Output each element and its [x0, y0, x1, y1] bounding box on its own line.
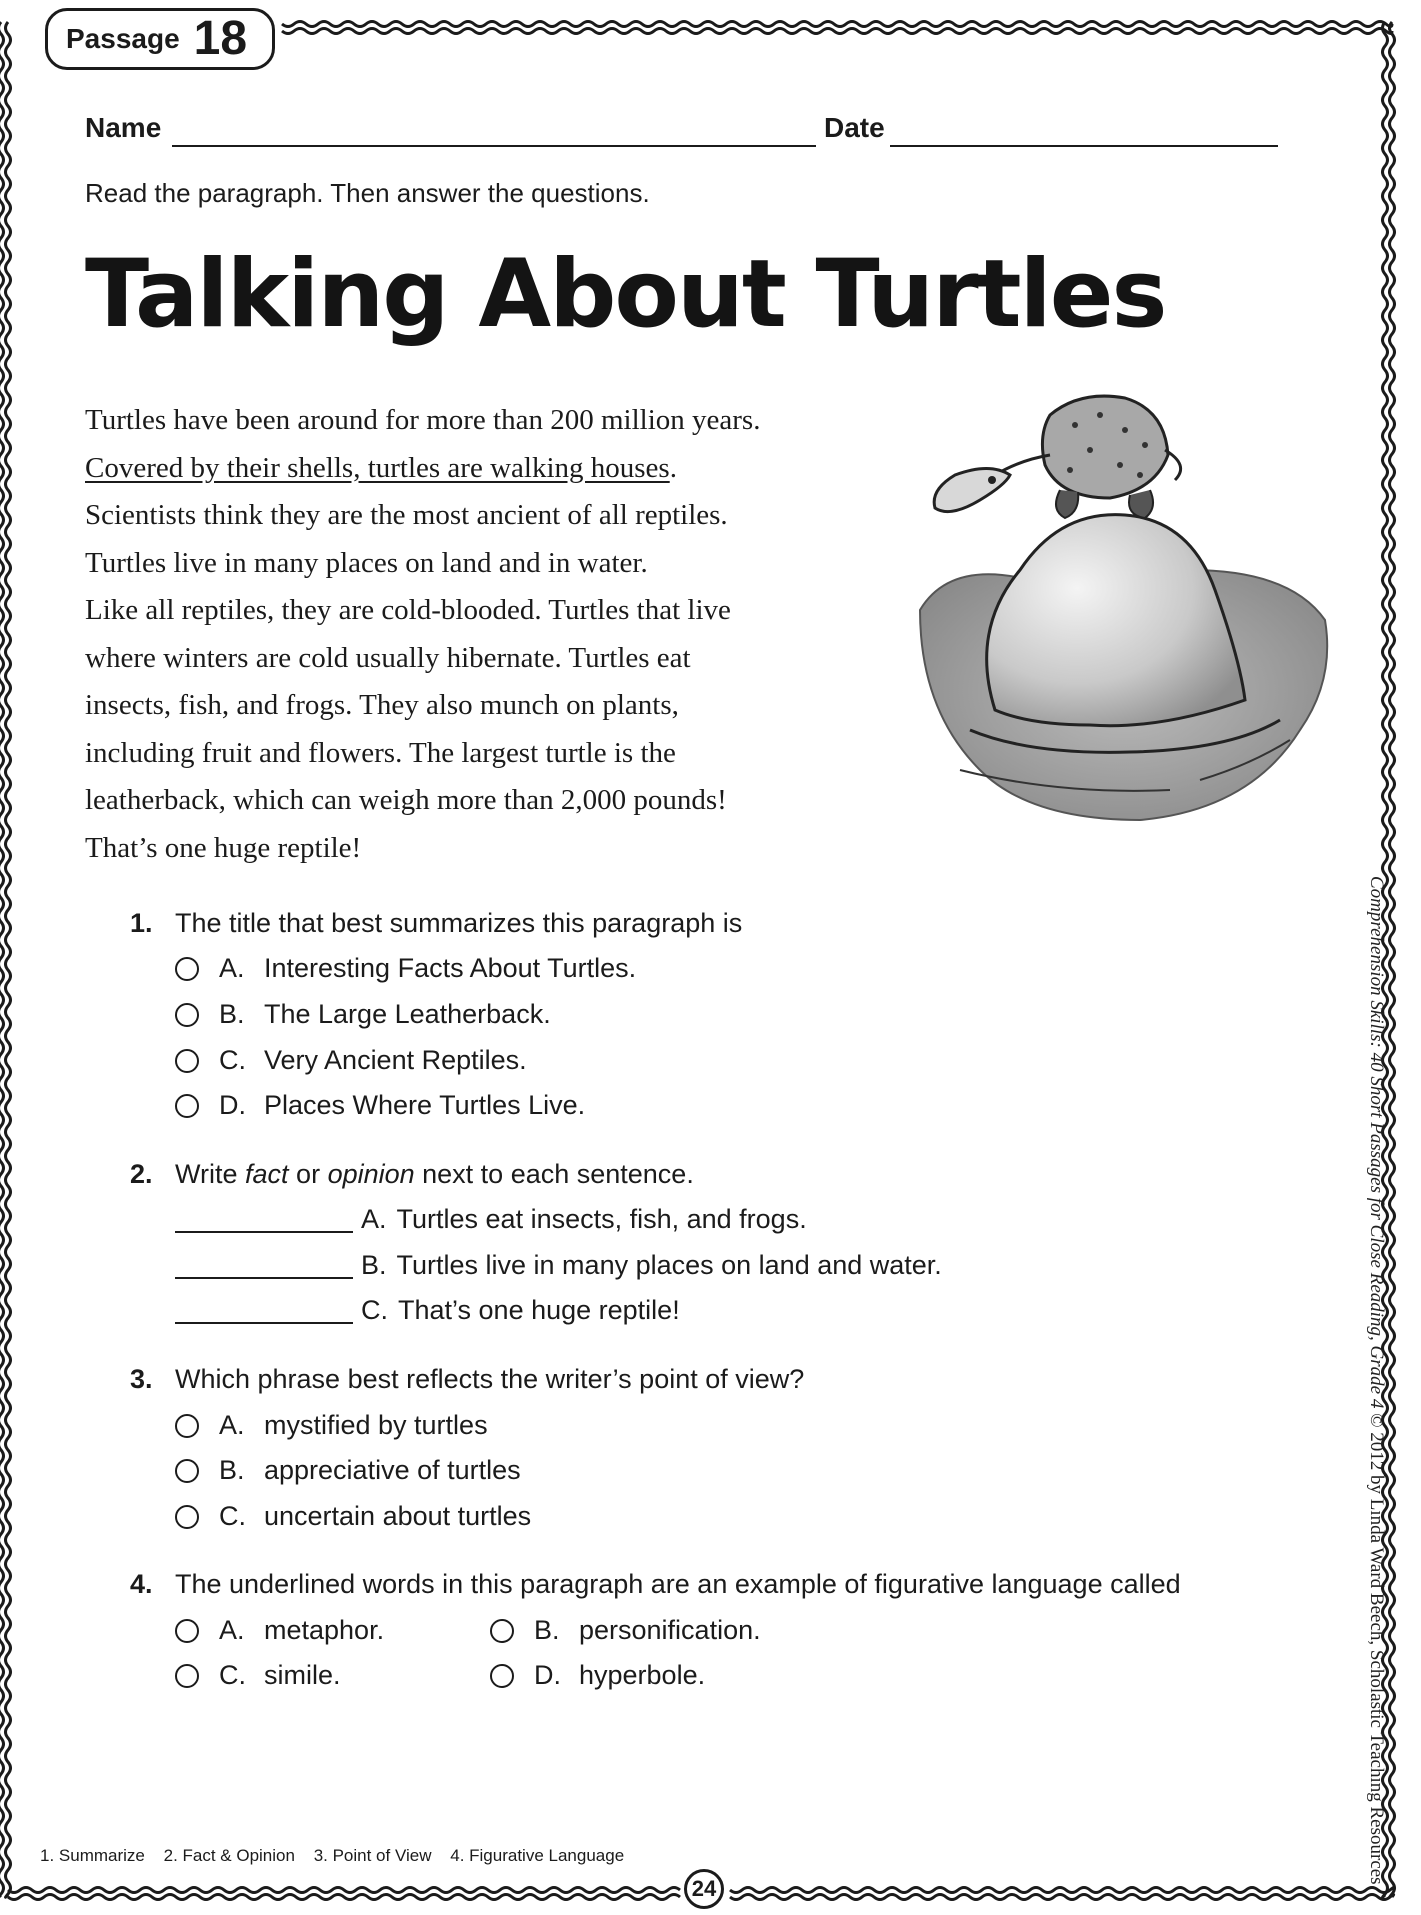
name-field[interactable] [172, 145, 816, 147]
question-1-text: The title that best summarizes this paragraph is [175, 908, 743, 938]
question-text-part: Write [175, 1159, 246, 1189]
radio-circle-icon[interactable] [175, 1049, 199, 1073]
q3-option-a[interactable] [175, 1410, 488, 1441]
question-number: 1. [130, 908, 153, 938]
item-letter: C. [361, 1295, 388, 1325]
skill-label: 3. Point of View [313, 1846, 432, 1865]
option-text: Very Ancient Reptiles. [264, 1045, 527, 1075]
radio-circle-icon[interactable] [175, 1505, 199, 1529]
q4-option-a[interactable] [175, 1615, 384, 1646]
radio-circle-icon[interactable] [175, 1003, 199, 1027]
border-wave [730, 1895, 1394, 1900]
question-number: 2. [130, 1159, 153, 1189]
option-text: mystified by turtles [264, 1410, 488, 1440]
passage-line: including fruit and flowers. The largest turtle is the [85, 736, 676, 769]
option-letter: B. [534, 1615, 560, 1645]
border-wave [282, 22, 1392, 27]
credit-book-title: Comprehension Skills: 40 Short Passages for Close Reading, Grade 4 [1366, 876, 1387, 1409]
item-letter: B. [361, 1250, 387, 1280]
answer-blank[interactable] [175, 1298, 353, 1324]
date-label: Date [824, 112, 885, 143]
border-wave [1390, 22, 1395, 1897]
passage-line: leatherback, which can weigh more than 2,000 pounds! [85, 784, 727, 816]
option-text: appreciative of turtles [264, 1455, 521, 1485]
option-letter: B. [219, 1455, 245, 1485]
radio-circle-icon[interactable] [175, 1619, 199, 1643]
q2-item-a [175, 1204, 807, 1235]
q4-option-d[interactable] [490, 1660, 705, 1691]
radio-circle-icon[interactable] [175, 1664, 199, 1688]
q3-option-b[interactable] [175, 1455, 521, 1486]
passage-tab [45, 8, 275, 70]
option-text: personification. [579, 1615, 761, 1645]
passage-number: 18 [193, 12, 248, 65]
question-text-part: next to each sentence. [414, 1159, 694, 1189]
copyright-credit [1365, 876, 1387, 1885]
question-text-part: or [288, 1159, 328, 1189]
passage-line: Scientists think they are the most ancient of all reptiles. [85, 499, 728, 531]
option-text: metaphor. [264, 1615, 385, 1645]
passage-punctuation: . [669, 451, 677, 484]
option-letter: C. [219, 1501, 246, 1531]
border-wave [8, 1888, 680, 1893]
border-wave [8, 1895, 680, 1900]
question-2-text [175, 1159, 694, 1190]
q2-item-b [175, 1250, 942, 1281]
border-wave [282, 29, 1392, 34]
question-number: 4. [130, 1569, 153, 1599]
option-letter: C. [219, 1045, 246, 1075]
question-number: 3. [130, 1364, 153, 1394]
q4-option-c[interactable] [175, 1660, 341, 1691]
question-italic-opinion: opinion [327, 1159, 415, 1189]
reading-passage [85, 397, 875, 872]
passage-label: Passage [66, 23, 180, 54]
passage-line: where winters are cold usually hibernate. Turtles eat [85, 641, 691, 674]
skills-footer [40, 1846, 638, 1866]
option-letter: B. [219, 999, 245, 1029]
radio-circle-icon[interactable] [175, 957, 199, 981]
option-text: Interesting Facts About Turtles. [264, 953, 637, 983]
skill-label: 2. Fact & Opinion [163, 1846, 295, 1865]
question-4-text: The underlined words in this paragraph are an example of figurative language called [175, 1569, 1181, 1599]
q1-option-a[interactable] [175, 953, 636, 984]
date-field[interactable] [890, 145, 1278, 147]
passage-line: insects, fish, and frogs. They also munch on plants, [85, 689, 679, 721]
q1-option-c[interactable] [175, 1045, 527, 1076]
q1-option-d[interactable] [175, 1090, 585, 1121]
option-text: simile. [264, 1660, 341, 1690]
page-title: Talking About Turtles [85, 240, 1166, 349]
underlined-phrase: Covered by their shells, turtles are walking houses [85, 451, 670, 484]
passage-line: Turtles have been around for more than 200 million years. [85, 404, 761, 436]
option-letter: A. [219, 1615, 245, 1645]
radio-circle-icon[interactable] [490, 1619, 514, 1643]
passage-line [85, 445, 875, 493]
item-text: Turtles eat insects, fish, and frogs. [396, 1204, 807, 1234]
item-text: That’s one huge reptile! [398, 1295, 680, 1325]
question-3-text: Which phrase best reflects the writer’s point of view? [175, 1364, 805, 1394]
option-letter: A. [219, 953, 245, 983]
q1-option-b[interactable] [175, 999, 551, 1030]
turtle-on-rock-illustration [910, 380, 1335, 830]
option-letter: D. [534, 1660, 561, 1690]
question-italic-fact: fact [245, 1159, 289, 1189]
option-letter: A. [219, 1410, 245, 1440]
credit-publisher: © 2012 by Linda Ward Beech, Scholastic Teaching Resources [1366, 1408, 1387, 1885]
border-wave [0, 22, 4, 1897]
radio-circle-icon[interactable] [175, 1459, 199, 1483]
q3-option-c[interactable] [175, 1501, 531, 1532]
name-label: Name [85, 112, 162, 143]
skill-label: 4. Figurative Language [450, 1846, 625, 1865]
radio-circle-icon[interactable] [175, 1094, 199, 1118]
passage-line: Turtles live in many places on land and in water. [85, 546, 648, 579]
passage-line: Like all reptiles, they are cold-blooded. Turtles that live [85, 594, 731, 626]
item-text: Turtles live in many places on land and water. [396, 1250, 942, 1280]
instructions: Read the paragraph. Then answer the questions. [85, 178, 650, 208]
q4-option-b[interactable] [490, 1615, 761, 1646]
option-text: The Large Leatherback. [264, 999, 551, 1029]
answer-blank[interactable] [175, 1207, 353, 1233]
option-letter: C. [219, 1660, 246, 1690]
option-text: uncertain about turtles [264, 1501, 532, 1531]
answer-blank[interactable] [175, 1253, 353, 1279]
option-letter: D. [219, 1090, 246, 1120]
radio-circle-icon[interactable] [175, 1414, 199, 1438]
option-text: Places Where Turtles Live. [264, 1090, 586, 1120]
radio-circle-icon[interactable] [490, 1664, 514, 1688]
passage-line: That’s one huge reptile! [85, 831, 362, 864]
item-letter: A. [361, 1204, 387, 1234]
skill-label: 1. Summarize [40, 1846, 145, 1865]
option-text: hyperbole. [579, 1660, 706, 1690]
border-wave [730, 1888, 1394, 1893]
page-number: 24 [684, 1869, 724, 1909]
q2-item-c [175, 1295, 680, 1326]
border-wave [6, 22, 11, 1897]
